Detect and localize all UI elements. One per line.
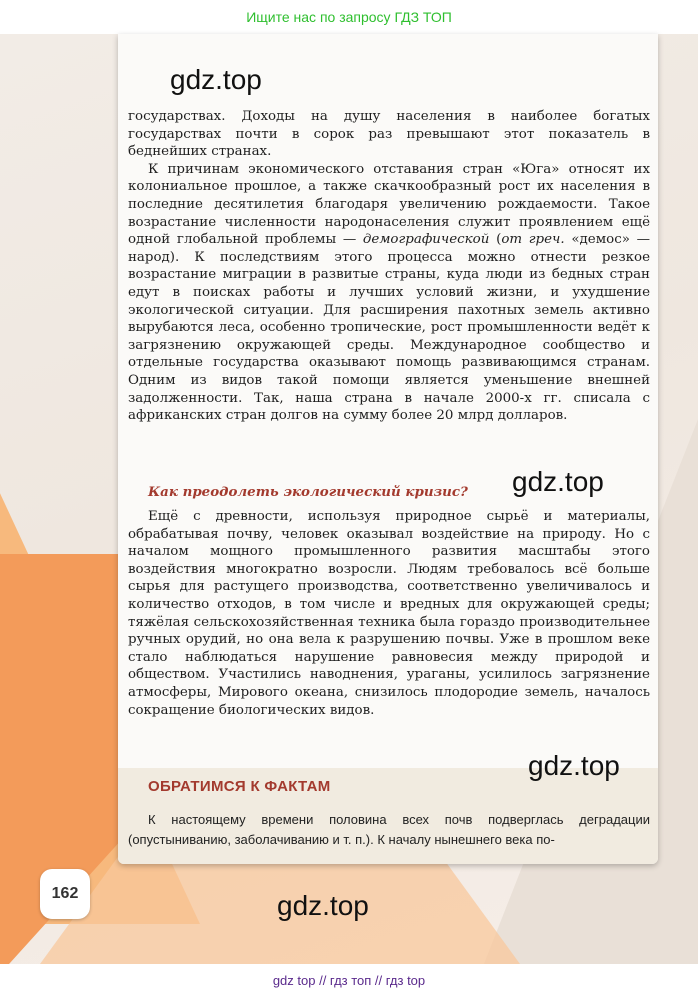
paragraph: К настоящему времени половина всех почв подверглась деградации (опустыниванию, заболачиванию и т. п.). К началу нынешнего века по- bbox=[128, 812, 650, 847]
watermark: gdz.top bbox=[170, 64, 262, 95]
term-demography: демографической bbox=[362, 232, 490, 248]
watermark: gdz.top bbox=[528, 750, 620, 781]
watermark: gdz.top bbox=[512, 466, 604, 497]
main-text bbox=[128, 108, 650, 425]
page-number: 162 bbox=[40, 869, 90, 919]
paragraph-text: . К последствиям этого процесса можно отнести резкое возрастание миграции в развитые страны, куда люди из бедных стран едут в поисках работы и лучших условий жизни, и ухудшение экологической ситуации. Для расширения пахотных земель активно вырубаются леса, особенно тропические, рост промышленности ведёт к загрязнению окружающей среды. Международное сообщество и отдельные государства оказывают помощь развивающимся странам. Одним из видов такой помощи является уменьшение внешней задолженности. Так, наша страна в начале 2000-х гг. списала с африканских стран долгов на сумму более 20 млрд долларов. bbox=[128, 249, 650, 424]
etymology-label: от греч. bbox=[501, 232, 565, 248]
footer: gdz top // гдз топ // гдз top bbox=[0, 964, 698, 997]
ecology-text bbox=[128, 508, 650, 719]
facts-text bbox=[128, 810, 650, 850]
section-question-heading: Как преодолеть экологический кризис? bbox=[148, 484, 468, 500]
paragraph: Ещё с древности, используя природное сырьё и материалы, обрабатывая почву, человек оказывал воздействие на природу. Но с началом мощного промышленного развития масштабы этого воздействия многократно возросли. Людям требовалось всё больше сырья для растущего производства, соответственно увеличивалось и количество отходов, в том числе и вредных для окружающей среды; тяжёлая сельскохозяйственная техника была гораздо производительнее ручных орудий, но она вела к разрушению почвы. Уже в прошлом веке стало наблюдаться нарушение равновесия между природой и обществом. Участились наводнения, ураганы, усилилось загрязнение атмосферы, Мирового океана, снизилось плодородие земель, началось сокращение биологических видов. bbox=[128, 509, 650, 718]
top-banner: Ищите нас по запросу ГДЗ ТОП bbox=[246, 9, 452, 25]
paragraph-text: ( bbox=[489, 232, 502, 248]
paragraph-text: «демос» — народ) bbox=[128, 232, 650, 265]
paragraph bbox=[128, 161, 650, 425]
facts-title: ОБРАТИМСЯ К ФАКТАМ bbox=[148, 778, 331, 795]
paragraph-text: К причинам экономического отставания стран «Юга» относят их колониальное прошлое, а также скачкообразный рост их населения в последние десятилетия благодаря увеличению рождаемости. Такое возрастание численности народонаселения служит проявлением ещё одной глобальной проблемы — bbox=[128, 161, 650, 248]
paragraph: государствах. Доходы на душу населения в наиболее богатых государствах почти в сорок раз превышают этот показатель в беднейших странах. bbox=[128, 109, 650, 160]
watermark: gdz.top bbox=[277, 890, 369, 921]
